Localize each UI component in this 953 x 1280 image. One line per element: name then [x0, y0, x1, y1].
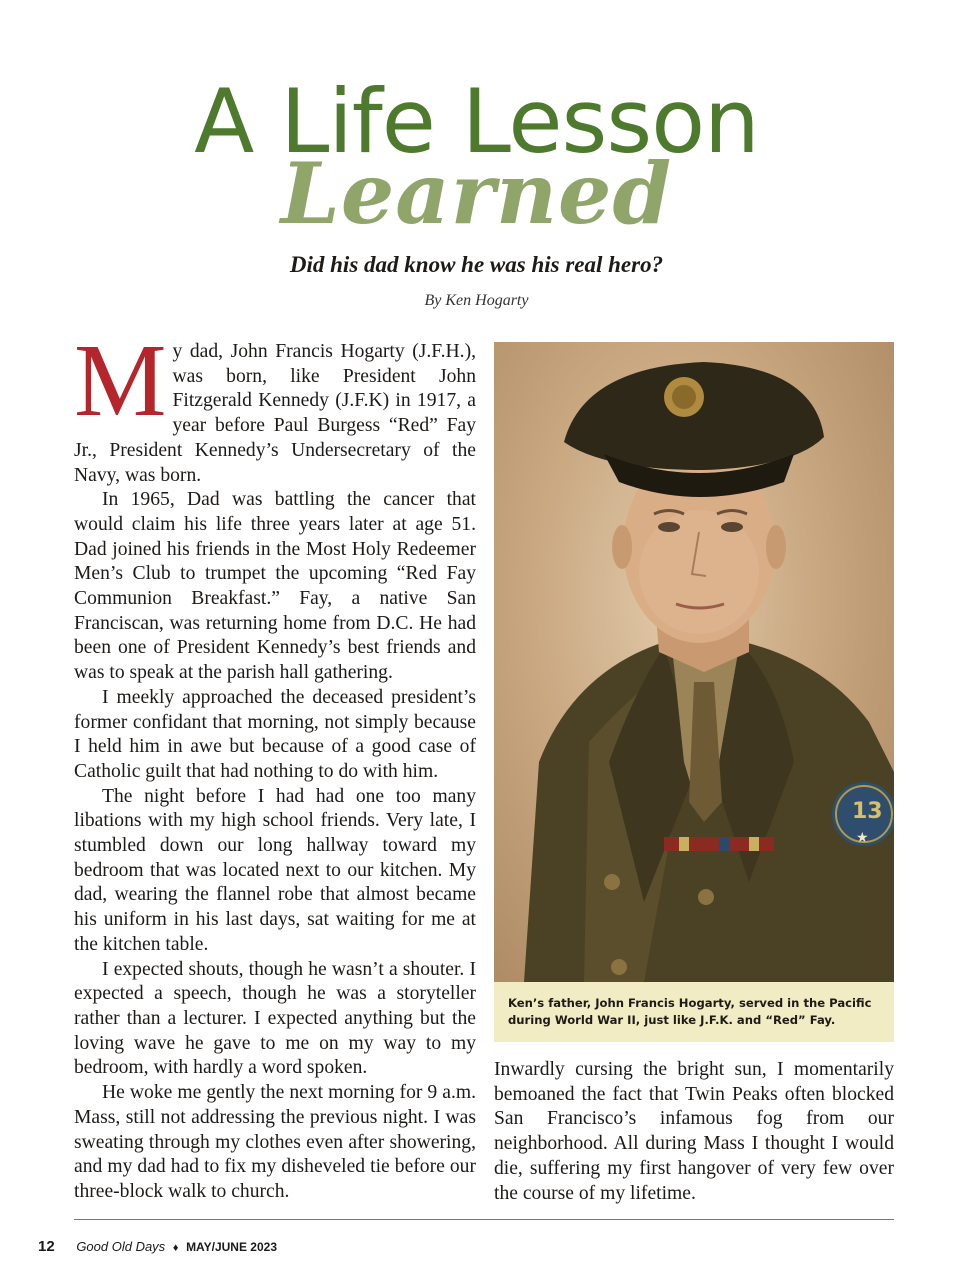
svg-text:★: ★	[856, 830, 869, 846]
drop-cap: M	[74, 323, 167, 438]
title-line-1: A Life Lesson	[194, 70, 759, 173]
paragraph-3: I meekly approached the deceased president’s former confidant that morning, not simply because I held him in awe but because of a good case of Catholic guilt that had nothing to do with him.	[74, 686, 476, 782]
page-number: 12	[38, 1238, 55, 1255]
article-left-column	[74, 323, 476, 1205]
subtitle: Did his dad know he was his real hero?	[289, 252, 664, 277]
paragraph-7: Inwardly cursing the bright sun, I momentarily bemoaned the fact that Twin Peaks often blocked San Francisco’s infamous fog from our neighborhood. All during Mass I thought I would die, suffering my first hangover of very few over the course of my lifetime.	[494, 1059, 894, 1204]
paragraph-2: In 1965, Dad was battling the cancer that would claim his life three years later at age 51. Dad joined his friends in the Most Holy Redeemer Men’s Club to trumpet the upcoming “Red Fay Communion Breakfast.” Fay, a native San Franciscan, was returning home from D.C. He had been one of President Kennedy’s best friends and was to speak at the parish hall gathering.	[74, 489, 476, 684]
photo-caption: Ken’s father, John Francis Hogarty, served in the Pacific during World War II, just like J.F.K. and “Red” Fay.	[494, 982, 894, 1042]
paragraph-4: The night before I had had one too many libations with my high school friends. Very late, I stumbled down our long hallway toward my bedroom that was located next to our kitchen. My dad, wearing the flannel robe that almost became his uniform in his last days, sat waiting for me at the kitchen table.	[74, 785, 476, 955]
footer-rule	[74, 1219, 894, 1220]
patch-number: 13	[852, 799, 883, 824]
article-right-column	[494, 1058, 894, 1206]
paragraph-6: He woke me gently the next morning for 9 a.m. Mass, still not addressing the previous night. I was sweating through my clothes even after showering, and my dad had to fix my disheveled tie before our three-block walk to church.	[74, 1082, 476, 1202]
title-line-2: Learned	[280, 144, 673, 243]
portrait-photo	[494, 342, 894, 982]
paragraph-5: I expected shouts, though he wasn’t a shouter. I expected a speech, though he was a storyteller rather than a lecturer. I expected anything but the loving wave he gave to me on my way to my bedroom, with hardly a word spoken.	[74, 958, 476, 1079]
byline: By Ken Hogarty	[424, 292, 529, 309]
diamond-separator-icon: ♦	[172, 1242, 179, 1254]
paragraph-1	[74, 323, 476, 488]
issue-date: MAY/JUNE 2023	[186, 1240, 277, 1254]
page-footer	[38, 1238, 277, 1255]
paragraph-1-text: y dad, John Francis Hogarty (J.F.H.), was born, like President John Fitzgerald Kennedy (J.F.K) in 1917, a year before Paul Burgess “Red” Fay Jr., President Kennedy’s Undersecretary of the Navy, was born.	[74, 341, 476, 486]
magazine-name: Good Old Days	[76, 1239, 166, 1254]
